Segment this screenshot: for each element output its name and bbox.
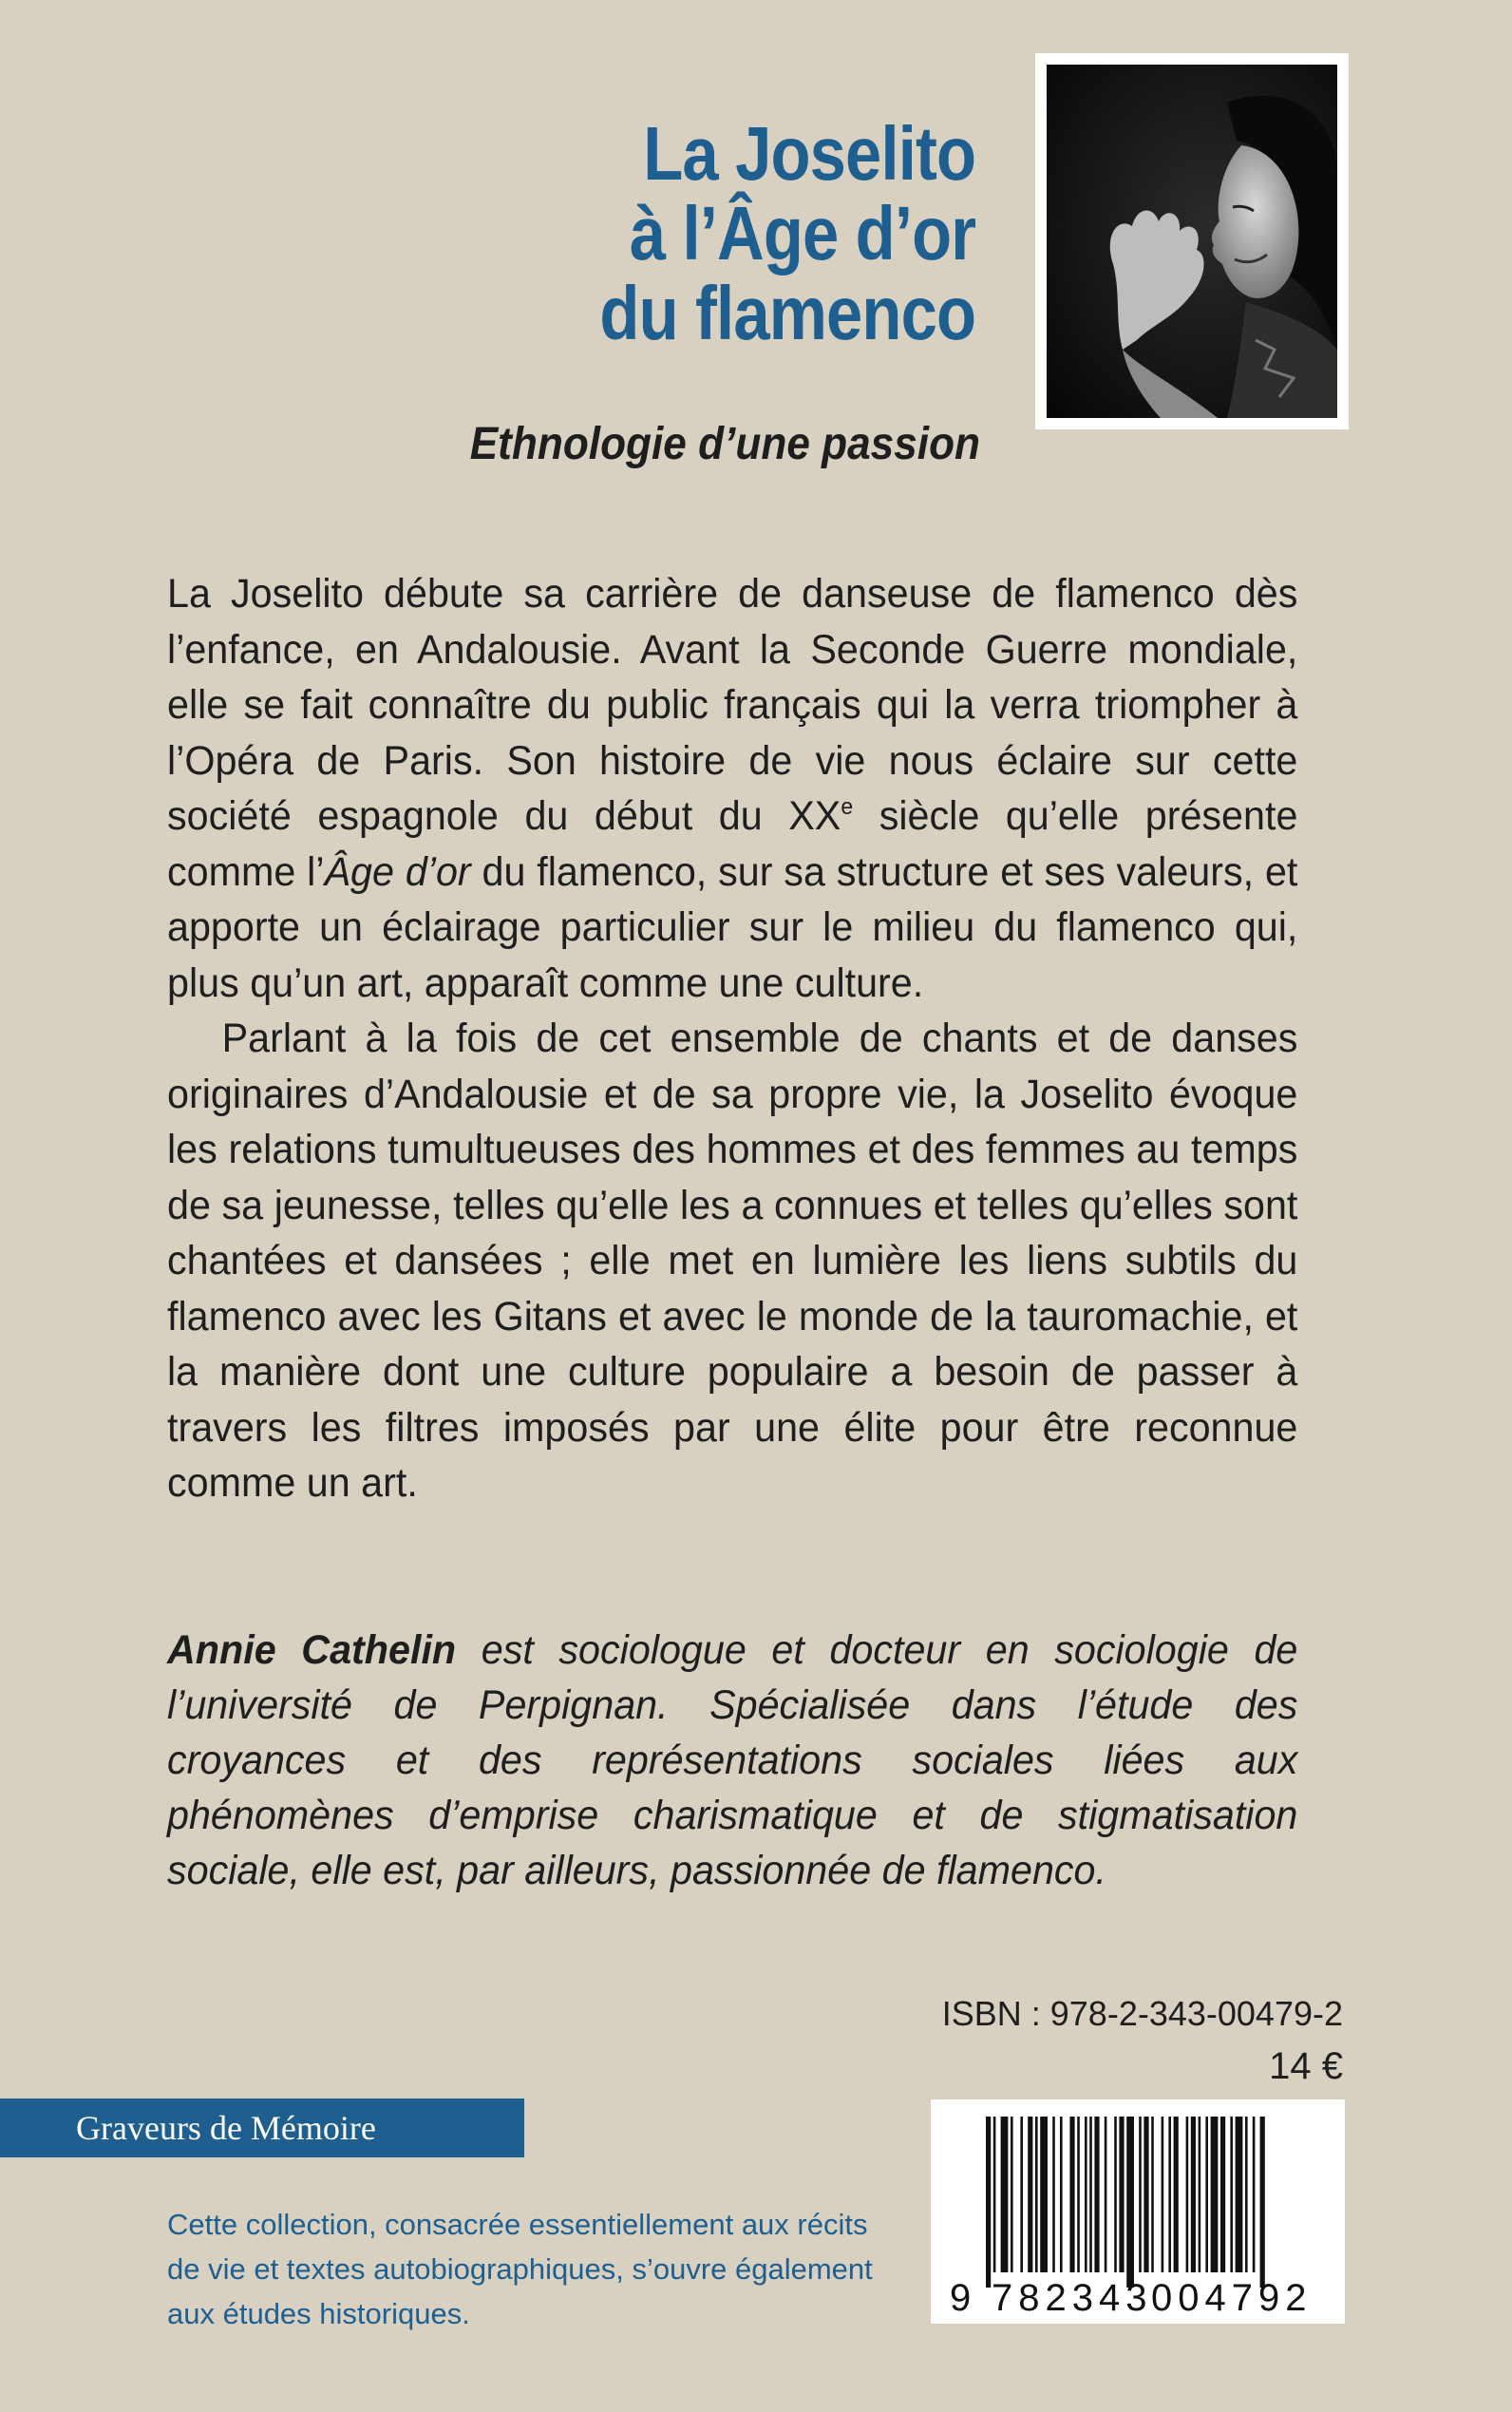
barcode-bar <box>1245 2117 1248 2272</box>
barcode-bar <box>1028 2117 1032 2272</box>
barcode-digit-first: 9 <box>950 2277 972 2319</box>
author-bio-text: est sociologue et docteur en sociologie de l’université de Perpignan. Spécialisée dans l’étude des croyances et des représentations sociales liées aux phénomènes d’emprise charismatique et de stigmatisation sociale, elle est, par ailleurs, passionnée de flamenco. <box>167 1627 1298 1893</box>
barcode-bar <box>1126 2117 1134 2288</box>
author-bio <box>167 1623 1297 1898</box>
summary-p1-text-a: La Joselito débute sa carrière de danseuse de flamenco dès l’enfance, en Andalousie. Avant la Seconde Guerre mondiale, elle se fait connaître du public français qui la verra triompher à l’Opéra de Paris. Son histoire de vie nous éclaire sur cette société espagnole du début du XX <box>167 571 1298 839</box>
barcode-bar <box>1069 2117 1074 2272</box>
collection-name: Graveurs de Mémoire <box>76 2109 376 2147</box>
summary-paragraph-2: Parlant à la fois de cet ensemble de chants et de danses originaires d’Andalousie et de sa propre vie, la Joselito évoque les relations tumultueuses des hommes et des femmes au temps de sa jeunesse, telles qu’elle les a connues et telles qu’elles sont chantées et dansées ; elle met en lumière les liens subtils du flamenco avec les Gitans et avec le monde de la tauromachie, et la manière dont une culture populaire a besoin de passer à travers les filtres imposés par une élite pour être reconnue comme un art. <box>167 1016 1298 1506</box>
barcode-digits-left: 782343 <box>992 2277 1153 2319</box>
barcode-bar <box>1236 2117 1243 2272</box>
barcode <box>931 2099 1345 2324</box>
book-subtitle: Ethnologie d’une passion <box>469 419 980 469</box>
author-photo <box>1035 53 1349 429</box>
barcode-bar <box>1085 2117 1087 2272</box>
dancer-portrait-image <box>1047 65 1337 418</box>
title-line-1: La Joselito <box>643 111 975 196</box>
barcode-bar <box>1020 2117 1023 2272</box>
barcode-bar <box>1211 2117 1219 2272</box>
title-line-2: à l’Âge d’or <box>629 191 975 275</box>
price: 14 € <box>1269 2045 1343 2087</box>
barcode-bar <box>1089 2117 1092 2272</box>
barcode-digits-right: 004792 <box>1151 2277 1313 2319</box>
isbn-number: ISBN : 978-2-343-00479-2 <box>941 1994 1343 2033</box>
barcode-bar <box>1162 2117 1164 2272</box>
barcode-bar <box>1052 2117 1055 2272</box>
barcode-bar <box>1040 2117 1048 2272</box>
barcode-bar <box>1077 2117 1080 2272</box>
author-name: Annie Cathelin <box>167 1627 457 1673</box>
barcode-bar <box>1174 2117 1179 2272</box>
barcode-bar <box>1199 2117 1201 2272</box>
barcode-bar <box>1260 2117 1265 2288</box>
barcode-image <box>931 2099 1345 2324</box>
barcode-bar <box>1114 2117 1117 2272</box>
barcode-bar <box>1230 2117 1233 2272</box>
barcode-bar <box>1094 2117 1099 2272</box>
barcode-bar <box>1191 2117 1196 2272</box>
book-title <box>599 111 975 355</box>
barcode-bar <box>1253 2117 1256 2272</box>
book-summary <box>167 566 1297 1511</box>
barcode-bar <box>1105 2117 1107 2272</box>
summary-p1-text-b: siècle qu’elle présente comme l’ <box>167 793 1298 895</box>
title-line-3: du flamenco <box>599 271 975 355</box>
barcode-bar <box>1220 2117 1225 2272</box>
collection-description: Cette collection, consacrée essentiellement aux récits de vie et textes autobiographiques, s’ouvre également aux études historiques. <box>167 2208 873 2330</box>
summary-paragraph-1 <box>167 566 1297 1011</box>
barcode-bar <box>1168 2117 1171 2272</box>
barcode-bar <box>1060 2117 1063 2272</box>
barcode-bar <box>1205 2117 1208 2272</box>
barcode-bar <box>1035 2117 1038 2272</box>
barcode-bar <box>986 2117 991 2288</box>
barcode-bar <box>1143 2117 1148 2272</box>
barcode-bar <box>993 2117 996 2272</box>
barcode-bar <box>1186 2117 1189 2272</box>
summary-p1-text-c: du flamenco, sur sa structure et ses valeurs, et apporte un éclairage particulier sur le milieu du flamenco qui, plus qu’un art, apparaît comme une culture. <box>167 848 1298 1006</box>
summary-p1-emphasis: Âge d’or <box>324 848 471 895</box>
century-superscript: e <box>841 794 854 820</box>
barcode-bar <box>1151 2117 1154 2272</box>
barcode-bar <box>1119 2117 1124 2272</box>
barcode-bar <box>1011 2117 1013 2272</box>
barcode-bar <box>1139 2117 1142 2272</box>
collection-banner <box>0 2099 524 2157</box>
barcode-bar <box>1001 2117 1009 2272</box>
